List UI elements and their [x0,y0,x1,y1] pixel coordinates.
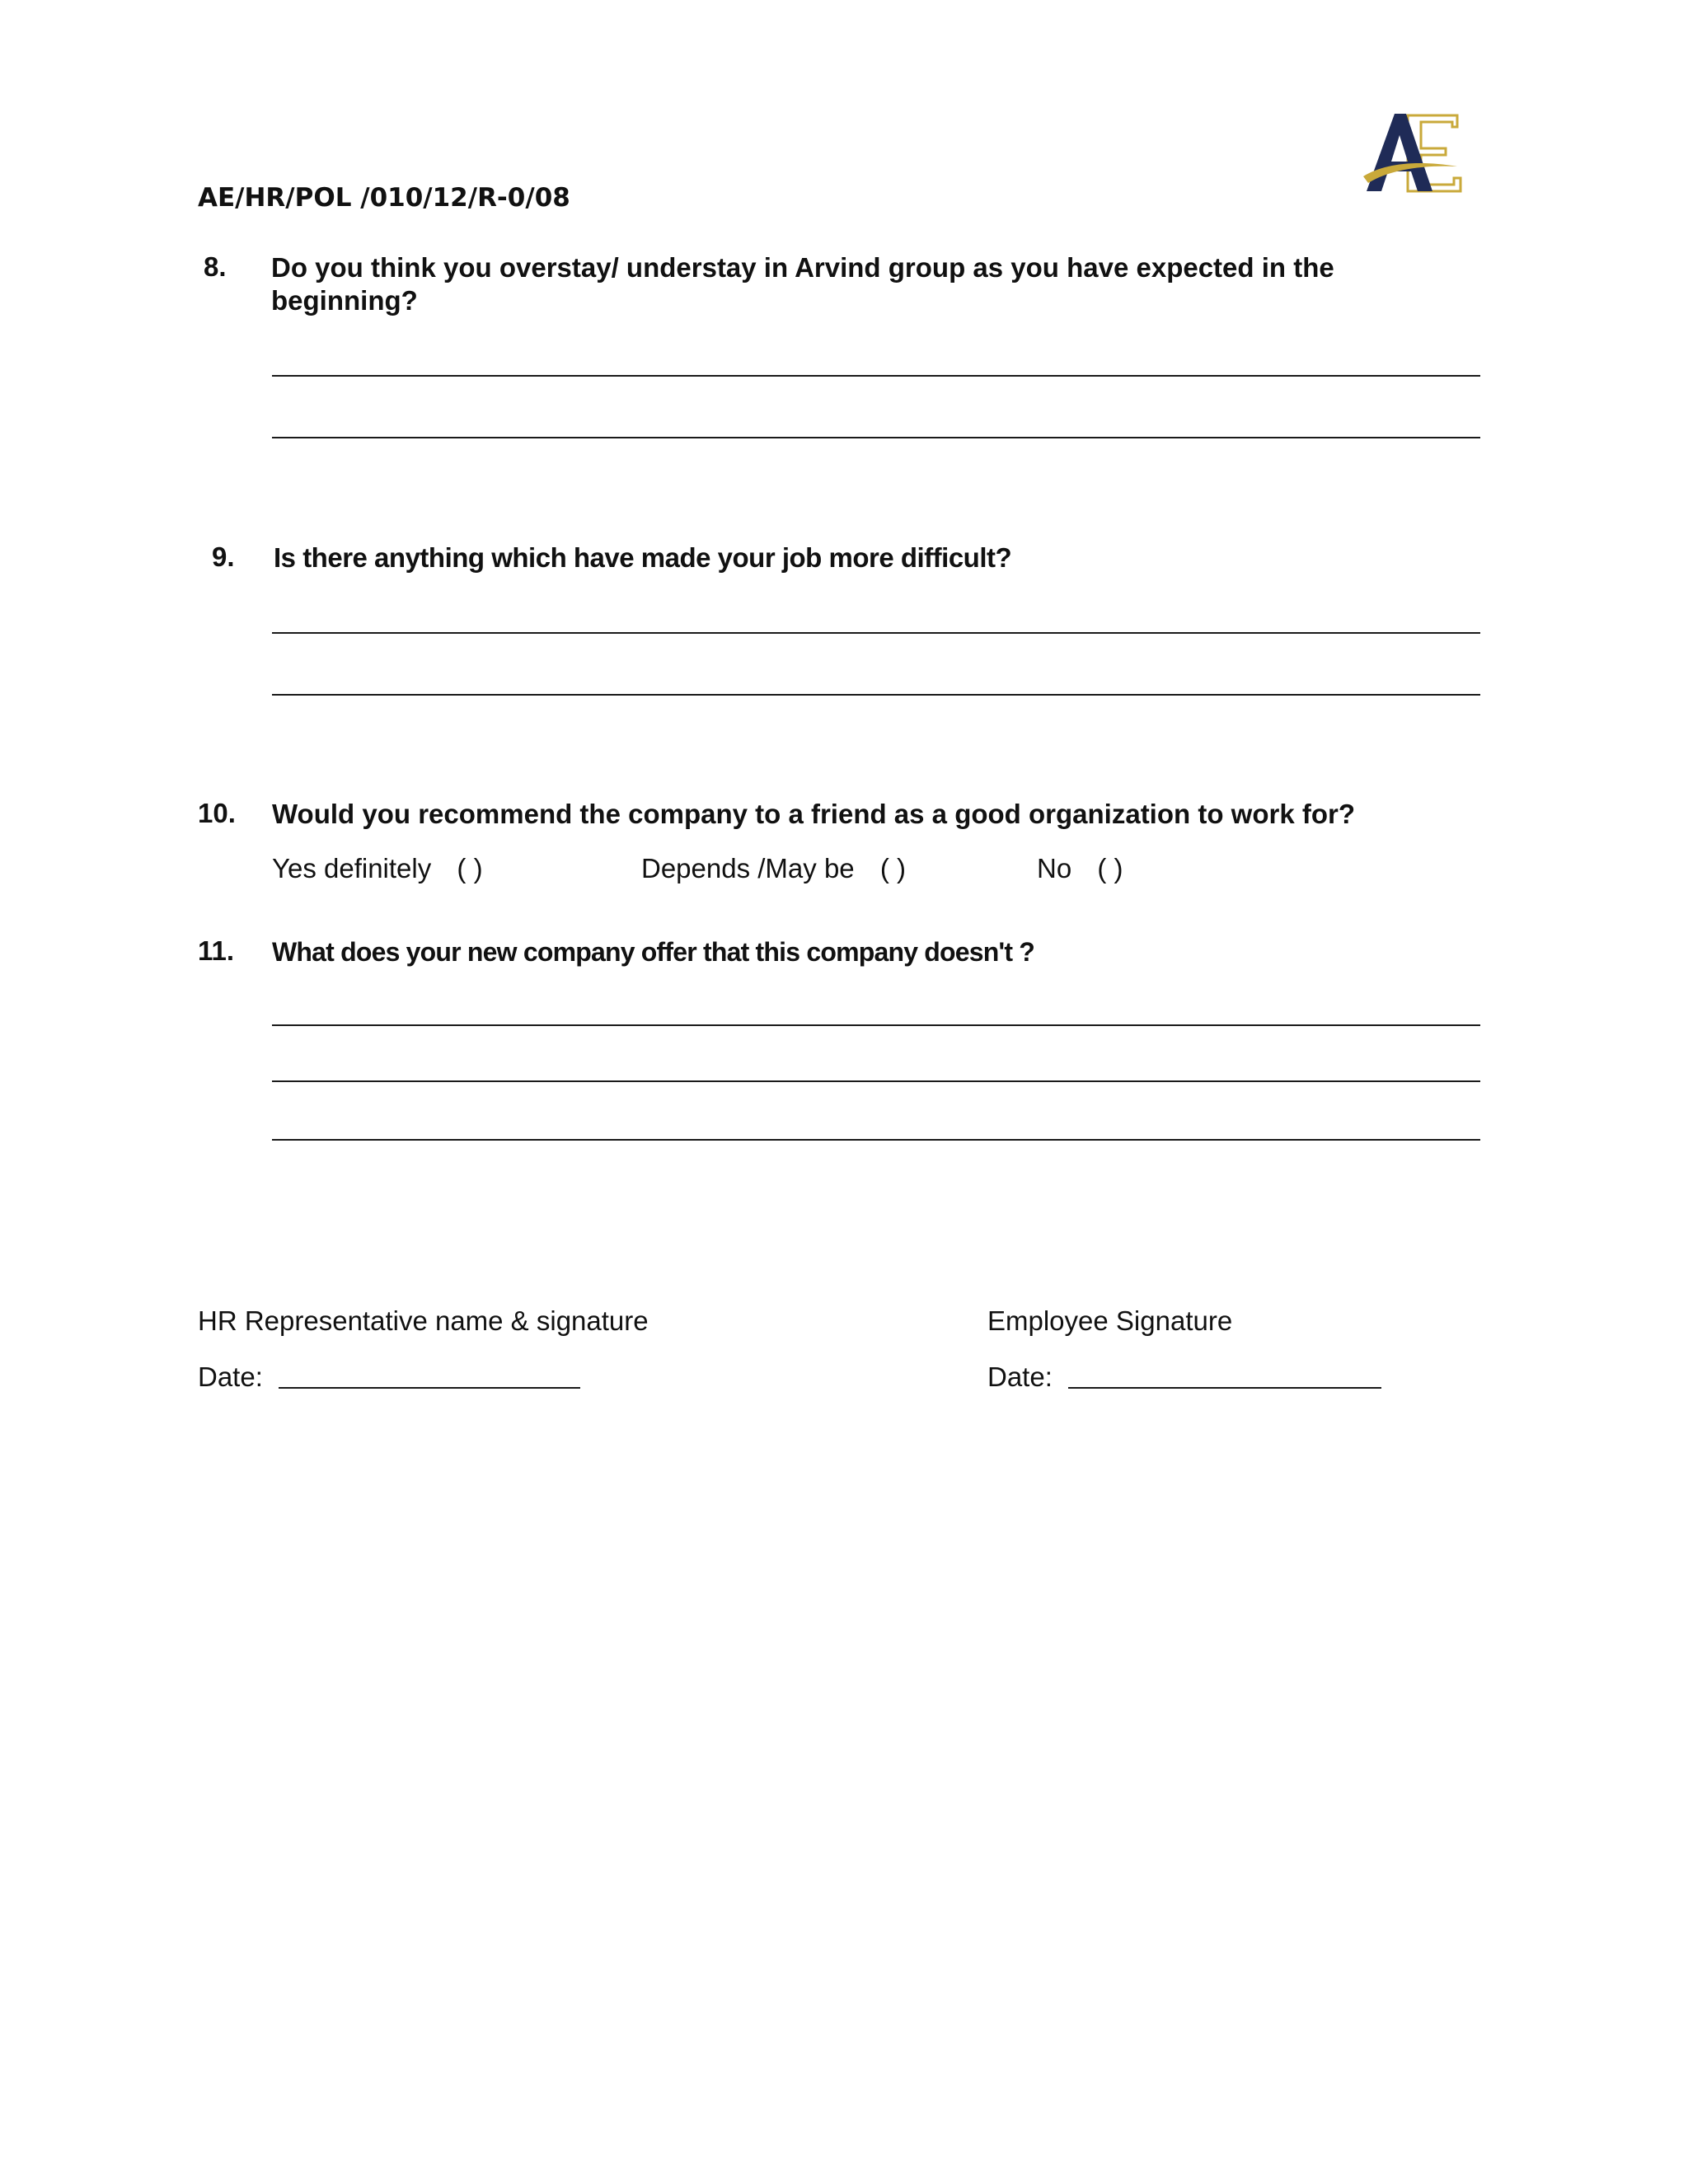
question-11-text: What does your new company offer that this company doesn't ? [272,937,1035,967]
logo-letter-a [1367,114,1432,191]
option-depends-maybe-checkbox[interactable]: ( ) [879,853,906,883]
employee-signature-label: Employee Signature [987,1305,1233,1336]
question-11-number: 11. [198,935,235,966]
question-8-number: 8. [204,251,227,282]
hr-signature-label: HR Representative name & signature [198,1305,649,1336]
option-yes-definitely[interactable] [272,853,483,884]
recommend-options [0,853,1688,889]
question-8-answer-line-1[interactable] [272,375,1480,377]
hr-date-line[interactable] [279,1387,580,1389]
ae-monogram-logo [1360,109,1467,199]
question-9-text: Is there anything which have made your job more difficult? [274,542,1012,573]
option-no-label: No [1037,853,1072,883]
question-8-answer-line-2[interactable] [272,437,1480,438]
employee-date-line[interactable] [1068,1387,1381,1389]
option-depends-maybe-label: Depends /May be [641,853,855,883]
question-9-answer-line-1[interactable] [272,632,1480,634]
question-9-number: 9. [212,541,235,572]
question-10-text: Would you recommend the company to a friend as a good organization to work for? [272,799,1355,829]
hr-date-label: Date: [198,1361,263,1392]
question-8-text: Do you think you overstay/ understay in Arvind group as you have expected in the beginning? [271,252,1334,316]
option-yes-definitely-label: Yes definitely [272,853,432,883]
employee-date-label: Date: [987,1361,1053,1392]
question-11-answer-line-1[interactable] [272,1024,1480,1026]
option-no-checkbox[interactable]: ( ) [1097,853,1123,883]
document-code: AE/HR/POL /010/12/R-0/08 [198,183,570,213]
question-9-answer-line-2[interactable] [272,694,1480,696]
question-10-number: 10. [198,798,236,828]
question-11-answer-line-3[interactable] [272,1139,1480,1141]
option-no[interactable] [1037,853,1123,884]
question-11-answer-line-2[interactable] [272,1080,1480,1082]
option-depends-maybe[interactable] [641,853,906,884]
option-yes-definitely-checkbox[interactable]: ( ) [457,853,483,883]
